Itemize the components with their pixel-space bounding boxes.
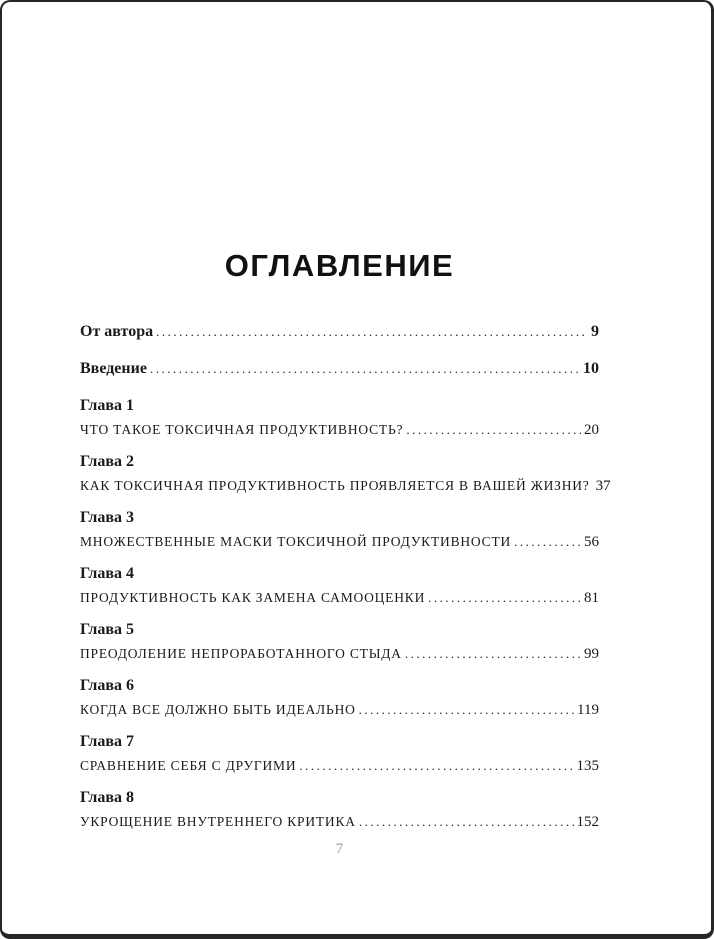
- chapter-title: ПРЕОДОЛЕНИЕ НЕПРОРАБОТАННОГО СТЫДА: [80, 646, 402, 661]
- folio-page-number: 7: [335, 841, 344, 857]
- page-content: [2, 248, 711, 834]
- toc-page-number: 135: [576, 758, 599, 774]
- toc-entry: [80, 357, 599, 381]
- chapter-title: КАК ТОКСИЧНАЯ ПРОДУКТИВНОСТЬ ПРОЯВЛЯЕТСЯ В ВАШЕЙ ЖИЗНИ?: [80, 478, 590, 493]
- chapter-number: Глава 2: [80, 453, 134, 470]
- toc-page-number: 56: [584, 534, 599, 550]
- dot-leader: [299, 754, 573, 778]
- toc-page-number: 152: [576, 814, 599, 830]
- dot-leader: [359, 810, 574, 834]
- chapter-title: СРАВНЕНИЕ СЕБЯ С ДРУГИМИ: [80, 758, 297, 773]
- dot-leader: [405, 642, 581, 666]
- toc-entry: [80, 320, 599, 344]
- toc-page-number: 37: [595, 478, 611, 494]
- toc-page-number: 10: [583, 360, 599, 377]
- toc-entry: [80, 562, 599, 610]
- toc-entry: [80, 394, 599, 442]
- toc-entry: [80, 506, 599, 554]
- toc-entry-label: Введение: [80, 360, 147, 377]
- dot-leader: [428, 586, 581, 610]
- toc-page-number: 9: [591, 323, 599, 340]
- toc-entry: [80, 786, 599, 834]
- dot-leader: [514, 530, 581, 554]
- table-of-contents: [80, 320, 611, 834]
- toc-page-number: 81: [584, 590, 599, 606]
- chapter-number: Глава 5: [80, 621, 134, 638]
- chapter-number: Глава 3: [80, 509, 134, 526]
- toc-entry: [80, 450, 611, 498]
- chapter-number: Глава 4: [80, 565, 134, 582]
- chapter-number: Глава 6: [80, 677, 134, 694]
- toc-entry: [80, 730, 599, 778]
- chapter-number: Глава 1: [80, 397, 134, 414]
- chapter-title: МНОЖЕСТВЕННЫЕ МАСКИ ТОКСИЧНОЙ ПРОДУКТИВНОСТИ: [80, 534, 512, 549]
- toc-entry-label: От автора: [80, 323, 154, 340]
- toc-entry: [80, 674, 599, 722]
- chapter-title: ЧТО ТАКОЕ ТОКСИЧНАЯ ПРОДУКТИВНОСТЬ?: [80, 422, 404, 437]
- page-title: ОГЛАВЛЕНИЕ: [224, 248, 455, 283]
- dot-leader: [150, 357, 580, 381]
- chapter-number: Глава 7: [80, 733, 134, 750]
- toc-page-number: 20: [584, 422, 599, 438]
- toc-entry: [80, 618, 599, 666]
- toc-page-number: 99: [584, 646, 599, 662]
- dot-leader: [359, 698, 574, 722]
- chapter-title: УКРОЩЕНИЕ ВНУТРЕННЕГО КРИТИКА: [80, 814, 356, 829]
- dot-leader: [406, 418, 581, 442]
- toc-page-number: 119: [577, 702, 599, 718]
- chapter-title: ПРОДУКТИВНОСТЬ КАК ЗАМЕНА САМООЦЕНКИ: [80, 590, 426, 605]
- dot-leader: [156, 320, 588, 344]
- chapter-number: Глава 8: [80, 789, 134, 806]
- chapter-title: КОГДА ВСЕ ДОЛЖНО БЫТЬ ИДЕАЛЬНО: [80, 702, 356, 717]
